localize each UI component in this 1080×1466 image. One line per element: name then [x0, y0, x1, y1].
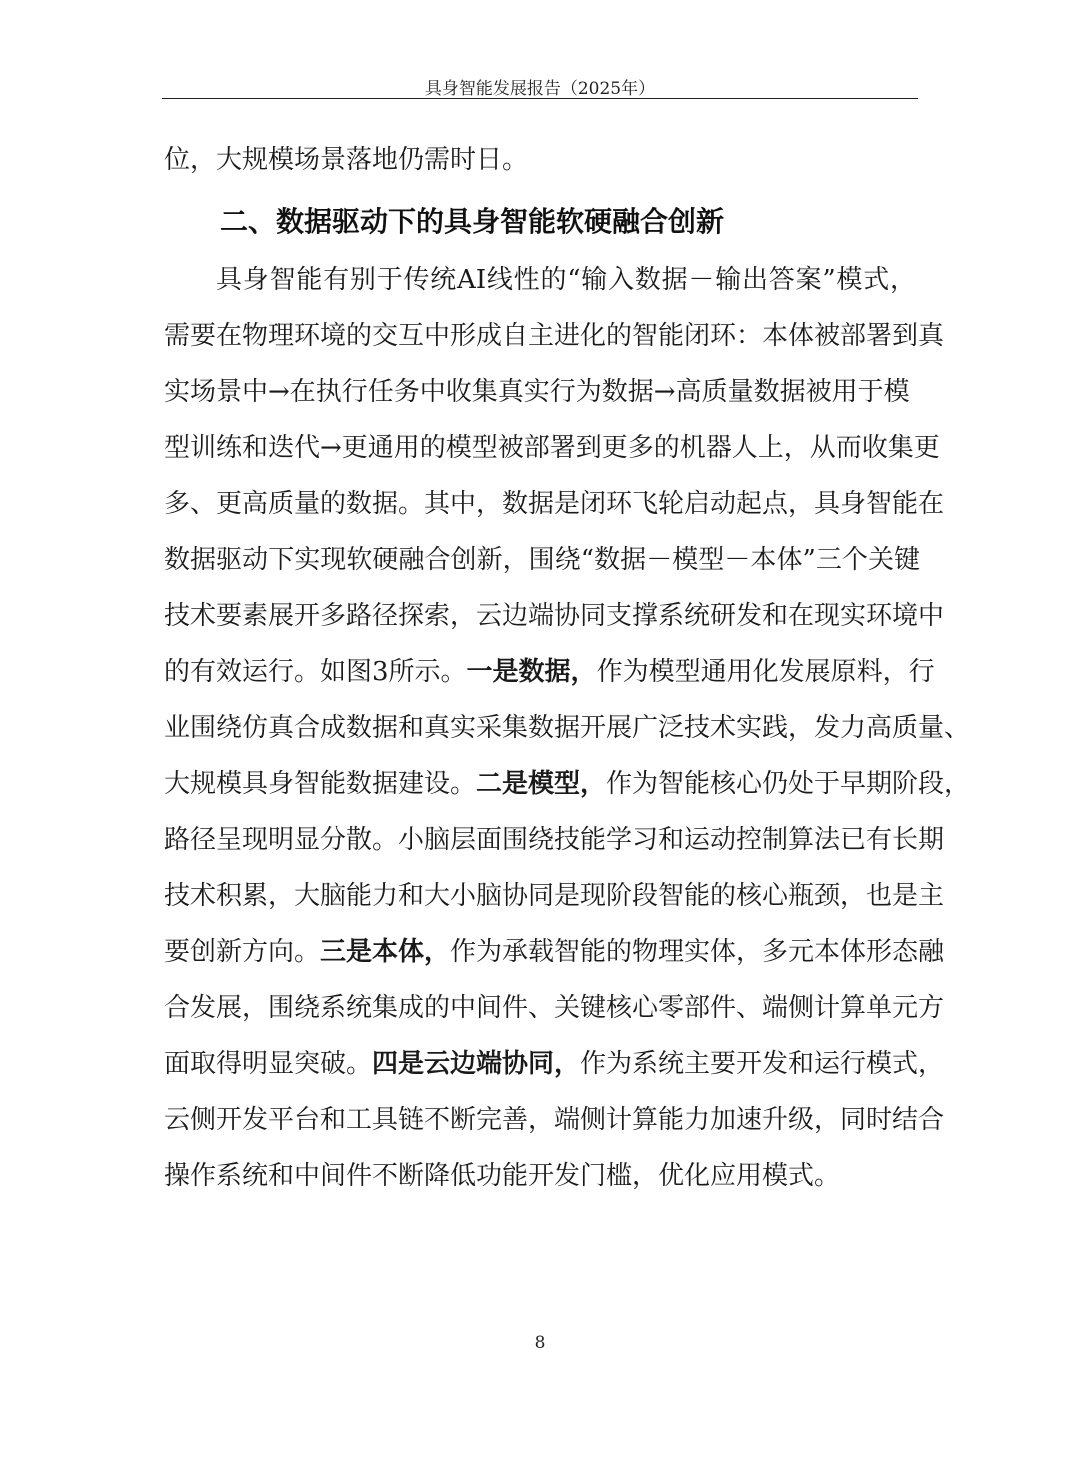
paragraph-line — [164, 656, 935, 688]
paragraph-text: 面取得明显突破。 — [164, 1049, 373, 1079]
paragraph-text: 的有效运行。如图3所示。 — [164, 657, 467, 687]
paragraph-line — [164, 936, 945, 968]
paragraph-line: 具身智能有别于传统AI线性的“输入数据－输出答案”模式， — [216, 265, 916, 295]
paragraph-text: 要创新方向。 — [164, 937, 321, 967]
section-heading: 二、数据驱动下的具身智能软硬融合创新 — [220, 205, 725, 238]
emphasis-fourth: 四是云边端协同， — [372, 1049, 581, 1079]
paragraph-text: 作为模型通用化发展原料，行 — [596, 657, 935, 687]
paragraph-text: 作为系统主要开发和运行模式， — [580, 1049, 945, 1079]
paragraph-line: 多、更高质量的数据。其中，数据是闭环飞轮启动起点，具身智能在 — [164, 489, 945, 519]
paragraph-text: 作为承载智能的物理实体，多元本体形态融 — [450, 937, 945, 967]
paragraph-line: 技术积累，大脑能力和大小脑协同是现阶段智能的核心瓶颈，也是主 — [164, 881, 945, 911]
emphasis-third: 三是本体， — [320, 937, 451, 967]
paragraph-line: 需要在物理环境的交互中形成自主进化的智能闭环：本体被部署到真 — [164, 321, 945, 351]
paragraph-line — [164, 1048, 945, 1080]
paragraph-line: 合发展，围绕系统集成的中间件、关键核心零部件、端侧计算单元方 — [164, 993, 945, 1023]
paragraph-line: 操作系统和中间件不断降低功能开发门槛，优化应用模式。 — [164, 1161, 841, 1191]
running-header: 具身智能发展报告（2025年） — [424, 79, 656, 99]
paragraph-line: 技术要素展开多路径探索，云边端协同支撑系统研发和在现实环境中 — [164, 601, 945, 631]
paragraph-line: 路径呈现明显分散。小脑层面围绕技能学习和运动控制算法已有长期 — [164, 825, 945, 855]
paragraph-text: 大规模具身智能数据建设。 — [164, 769, 477, 799]
paragraph-line: 型训练和迭代→更通用的模型被部署到更多的机器人上，从而收集更 — [164, 433, 940, 463]
emphasis-second: 二是模型， — [476, 769, 607, 799]
lead-line: 位，大规模场景落地仍需时日。 — [164, 145, 529, 175]
paragraph-line: 数据驱动下实现软硬融合创新，围绕“数据－模型－本体”三个关键 — [164, 545, 920, 575]
paragraph-text: 作为智能核心仍处于早期阶段， — [606, 769, 971, 799]
paragraph-line: 实场景中→在执行任务中收集真实行为数据→高质量数据被用于模 — [164, 377, 910, 407]
paragraph-line — [164, 768, 971, 800]
emphasis-first: 一是数据， — [466, 657, 597, 687]
header-divider — [162, 98, 918, 99]
page-number: 8 — [534, 1333, 546, 1353]
paragraph-line: 云侧开发平台和工具链不断完善，端侧计算能力加速升级，同时结合 — [164, 1105, 945, 1135]
paragraph-line: 业围绕仿真合成数据和真实采集数据开展广泛技术实践，发力高质量、 — [164, 713, 971, 743]
